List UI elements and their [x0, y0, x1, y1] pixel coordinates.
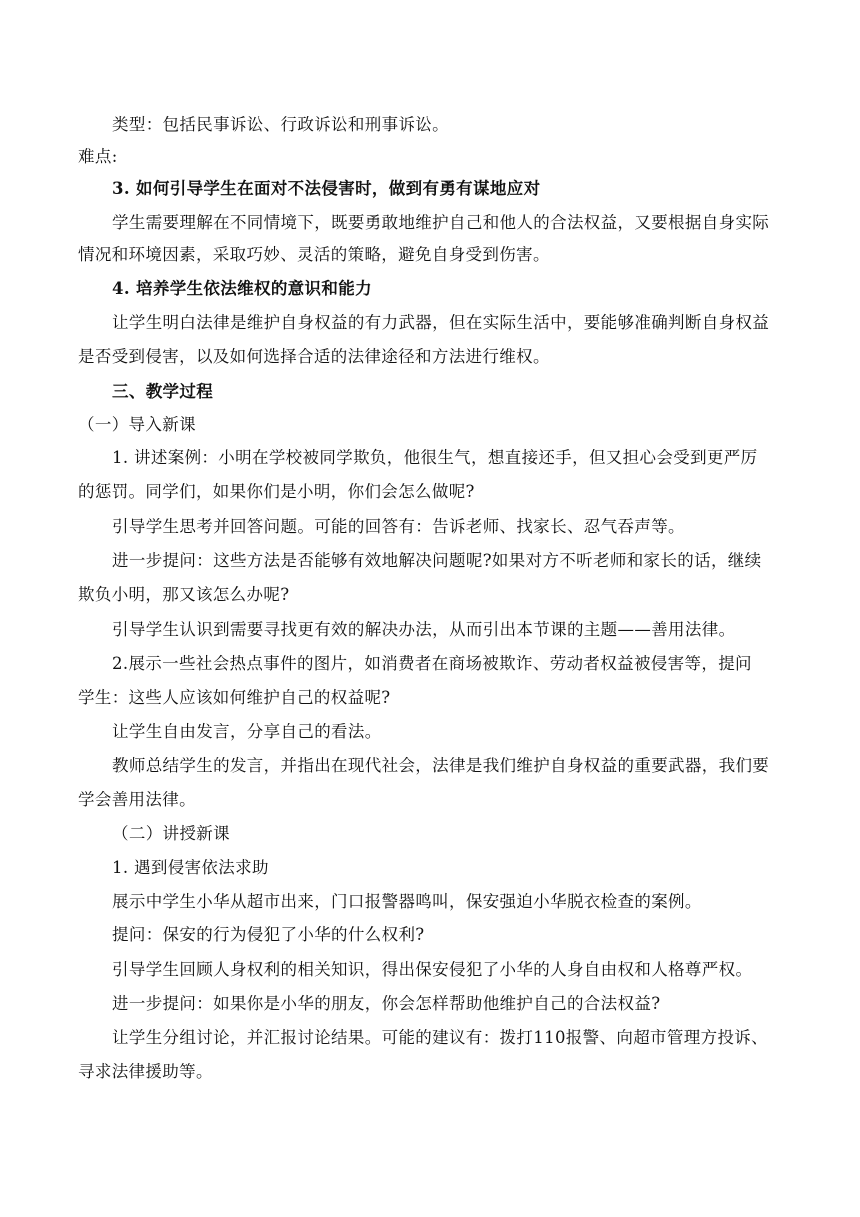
paragraph-line: 类型：包括民事诉讼、行政诉讼和刑事诉讼。 — [112, 115, 449, 134]
paragraph-line: 欺负小明，那又该怎么办呢? — [78, 585, 290, 604]
paragraph-line: 让学生明白法律是维护自身权益的有力武器，但在实际生活中，要能够准确判断自身权益 — [112, 313, 770, 332]
subsection-heading: （二）讲授新课 — [112, 824, 230, 843]
paragraph-line: 让学生自由发言，分享自己的看法。 — [112, 722, 382, 741]
section-heading: 三、教学过程 — [112, 382, 214, 401]
paragraph-line: 引导学生认识到需要寻找更有效的解决办法，从而引出本节课的主题——善用法律。 — [112, 620, 736, 639]
paragraph-line: 进一步提问：这些方法是否能够有效地解决问题呢?如果对方不听老师和家长的话，继续 — [112, 551, 762, 570]
point-heading: 4. 培养学生依法维权的意识和能力 — [112, 279, 372, 298]
paragraph-line: 学生：这些人应该如何维护自己的权益呢? — [78, 688, 391, 707]
paragraph-line: 的惩罚。同学们，如果你们是小明，你们会怎么做呢? — [78, 482, 475, 501]
paragraph-line: 提问：保安的行为侵犯了小华的什么权利? — [112, 925, 425, 944]
paragraph-line: 引导学生思考并回答问题。可能的回答有：告诉老师、找家长、忍气吞声等。 — [112, 517, 685, 536]
paragraph-line: 是否受到侵害，以及如何选择合适的法律途径和方法进行维权。 — [78, 347, 550, 366]
section-label-difficulties: 难点: — [78, 147, 118, 166]
paragraph-line: 情况和环境因素，采取巧妙、灵活的策略，避免自身受到伤害。 — [78, 245, 550, 264]
paragraph-line: 引导学生回顾人身权利的相关知识，得出保安侵犯了小华的人身自由权和人格尊严权。 — [112, 960, 753, 979]
paragraph-line: 教师总结学生的发言，并指出在现代社会，法律是我们维护自身权益的重要武器，我们要 — [112, 756, 770, 775]
paragraph-line: 2.展示一些社会热点事件的图片，如消费者在商场被欺诈、劳动者权益被侵害等，提问 — [112, 654, 752, 673]
paragraph-line: 让学生分组讨论，并汇报讨论结果。可能的建议有：拨打110报警、向超市管理方投诉、 — [112, 1028, 768, 1047]
paragraph-line: 展示中学生小华从超市出来，门口报警器鸣叫，保安强迫小华脱衣检查的案例。 — [112, 892, 702, 911]
paragraph-line: 寻求法律援助等。 — [78, 1062, 213, 1081]
point-heading: 1. 遇到侵害依法求助 — [112, 858, 269, 877]
paragraph-line: 进一步提问：如果你是小华的朋友，你会怎样帮助他维护自己的合法权益? — [112, 994, 661, 1013]
paragraph-line: 学生需要理解在不同情境下，既要勇敢地维护自己和他人的合法权益，又要根据自身实际 — [112, 213, 770, 232]
paragraph-line: 学会善用法律。 — [78, 790, 196, 809]
paragraph-line: 1. 讲述案例：小明在学校被同学欺负，他很生气，想直接还手，但又担心会受到更严厉 — [112, 448, 758, 467]
point-heading: 3. 如何引导学生在面对不法侵害时，做到有勇有谋地应对 — [112, 179, 541, 198]
subsection-heading: （一）导入新课 — [78, 415, 196, 434]
